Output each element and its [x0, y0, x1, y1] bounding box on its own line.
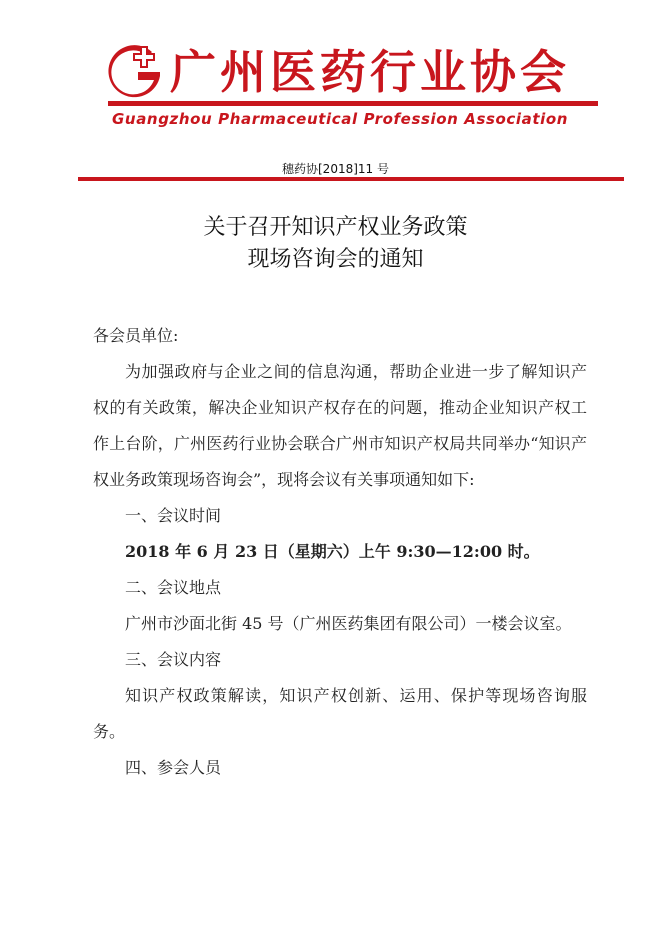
letterhead — [0, 0, 671, 140]
letterhead-rule — [108, 101, 598, 106]
g-cross-logo-icon — [104, 42, 166, 104]
section-1-content: 2018 年 6 月 23 日（星期六）上午 9:30—12:00 时。 — [125, 542, 540, 561]
section-2-heading: 二、会议地点 — [125, 578, 222, 597]
title-line-2: 现场咨询会的通知 — [247, 247, 424, 272]
org-name: 广州医药行业协会 — [170, 45, 570, 99]
section-2-content: 广州市沙面北街 45 号（广州医药集团有限公司）一楼会议室。 — [125, 614, 572, 633]
section-1-heading: 一、会议时间 — [125, 506, 222, 525]
section-3-heading: 三、会议内容 — [125, 650, 222, 669]
notice-body — [93, 318, 587, 786]
notice-title — [0, 212, 671, 276]
doc-number: 穗药协[2018]11 号 — [282, 162, 389, 176]
intro-paragraph: 为加强政府与企业之间的信息沟通，帮助企业进一步了解知识产权的有关政策，解决企业知识产权存在的问题，推动企业知识产权工作上台阶，广州医药行业协会联合广州市知识产权局共同举办“知识产权业务政策现场咨询会”，现将会议有关事项通知如下: — [93, 362, 587, 489]
red-divider — [78, 177, 624, 181]
org-name-en: Guangzhou Pharmaceutical Profession Association — [112, 110, 569, 128]
section-4-heading: 四、参会人员 — [125, 758, 222, 777]
title-line-1: 关于召开知识产权业务政策 — [203, 215, 468, 240]
salutation: 各会员单位: — [93, 326, 179, 345]
section-3-content: 知识产权政策解读，知识产权创新、运用、保护等现场咨询服务。 — [93, 686, 587, 741]
